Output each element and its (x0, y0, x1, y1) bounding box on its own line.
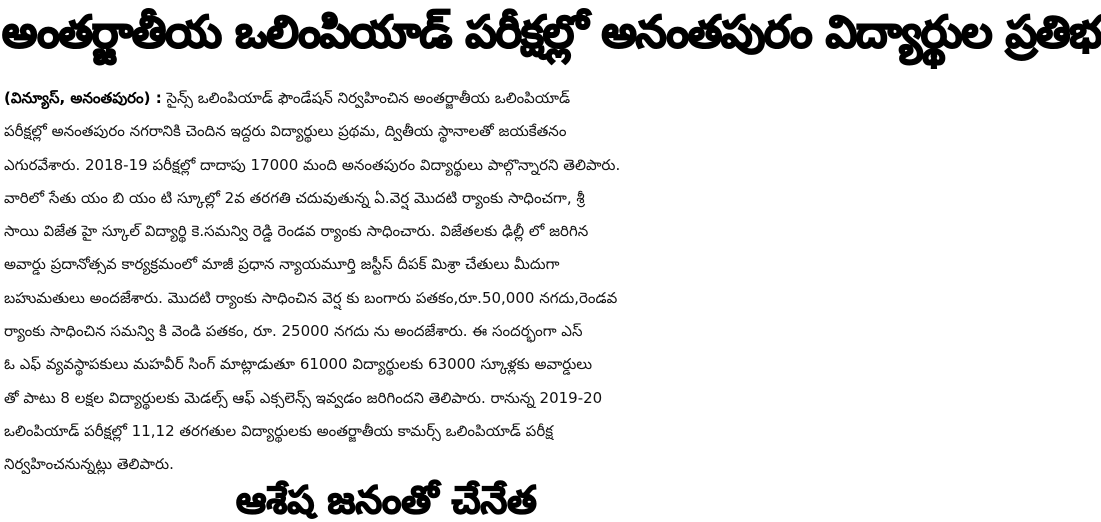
article-line-4: వారిలో సేతు యం బి యం టి స్కూల్లో 2వ తరగతి చదువుతున్న ఏ.వెర్ష మొదటి ర్యాంకు సాధించగా, శ్రీ (4, 188, 585, 207)
article-body (4, 82, 764, 482)
article-line-11: ఒలింపియాడ్ పరీక్షల్లో 11,12 తరగతుల విద్యార్థులకు అంతర్జాతీయ కామర్స్ ఒలింపియాడ్ పరీక్ష (4, 421, 554, 440)
article-line-12: నిర్వహించనున్నట్లు తెలిపారు. (4, 455, 174, 474)
next-headline: ఆశేష జనంతో చేనేత (236, 478, 537, 522)
article-line-3: ఎగురవేశారు. 2018-19 పరీక్షల్లో దాదాపు 17000 మంది అనంతపురం విద్యార్థులు పాల్గొన్నారని తెలిపారు. (4, 155, 621, 174)
article-line-7: బహుమతులు అందజేశారు. మొదటి ర్యాంకు సాధించిన వెర్ష కు బంగారు పతకం,రూ.50,000 నగదు,రెండవ (4, 288, 618, 307)
article-line-2: పరీక్షల్లో అనంతపురం నగరానికి చెందిన ఇద్దరు విద్యార్థులు ప్రథమ, ద్వితీయ స్థానాలతో జయకేతనం (4, 122, 567, 141)
dateline: (విన్యూస్, అనంతపురం) : (4, 89, 162, 107)
article-line-8: ర్యాంకు సాధించిన సమన్వి కి వెండి పతకం, రూ. 25000 నగదు ను అందజేశారు. ఈ సందర్భంగా ఎస్ (4, 322, 583, 341)
article-line-1-text: సైన్స్ ఒలింపియాడ్ ఫౌండేషన్ నిర్వహించిన అంతర్జాతీయ ఒలింపియాడ్ (161, 89, 571, 107)
article-line-5: సాయి విజేత హై స్కూల్ విద్యార్థి కె.సమన్వి రెడ్డి రెండవ ర్యాంకు సాధించారు. విజేతలకు ఢిల్లీ లో జరిగిన (4, 222, 589, 241)
article-line-1 (4, 82, 764, 115)
headline: అంతర్జాతీయ ఒలింపియాడ్ పరీక్షల్లో అనంతపురం విద్యార్థుల ప్రతిభ (2, 7, 1101, 58)
article-line-10: తో పాటు 8 లక్షల విద్యార్థులకు మెడల్స్ ఆఫ్ ఎక్సలెన్స్ ఇవ్వడం జరిగిందని తెలిపారు. రానున్న 2019-20 (4, 388, 603, 407)
article-line-9: ఓ ఎఫ్ వ్యవస్థాపకులు మహవీర్ సింగ్ మాట్లాడుతూ 61000 విద్యార్థులకు 63000 స్కూళ్లకు అవార్డులు (4, 355, 593, 374)
article-line-6: అవార్డు ప్రదానోత్సవ కార్యక్రమంలో మాజీ ప్రధాన న్యాయమూర్తి జస్టీస్ దీపక్ మిశ్రా చేతులు మీదుగా (4, 255, 560, 274)
